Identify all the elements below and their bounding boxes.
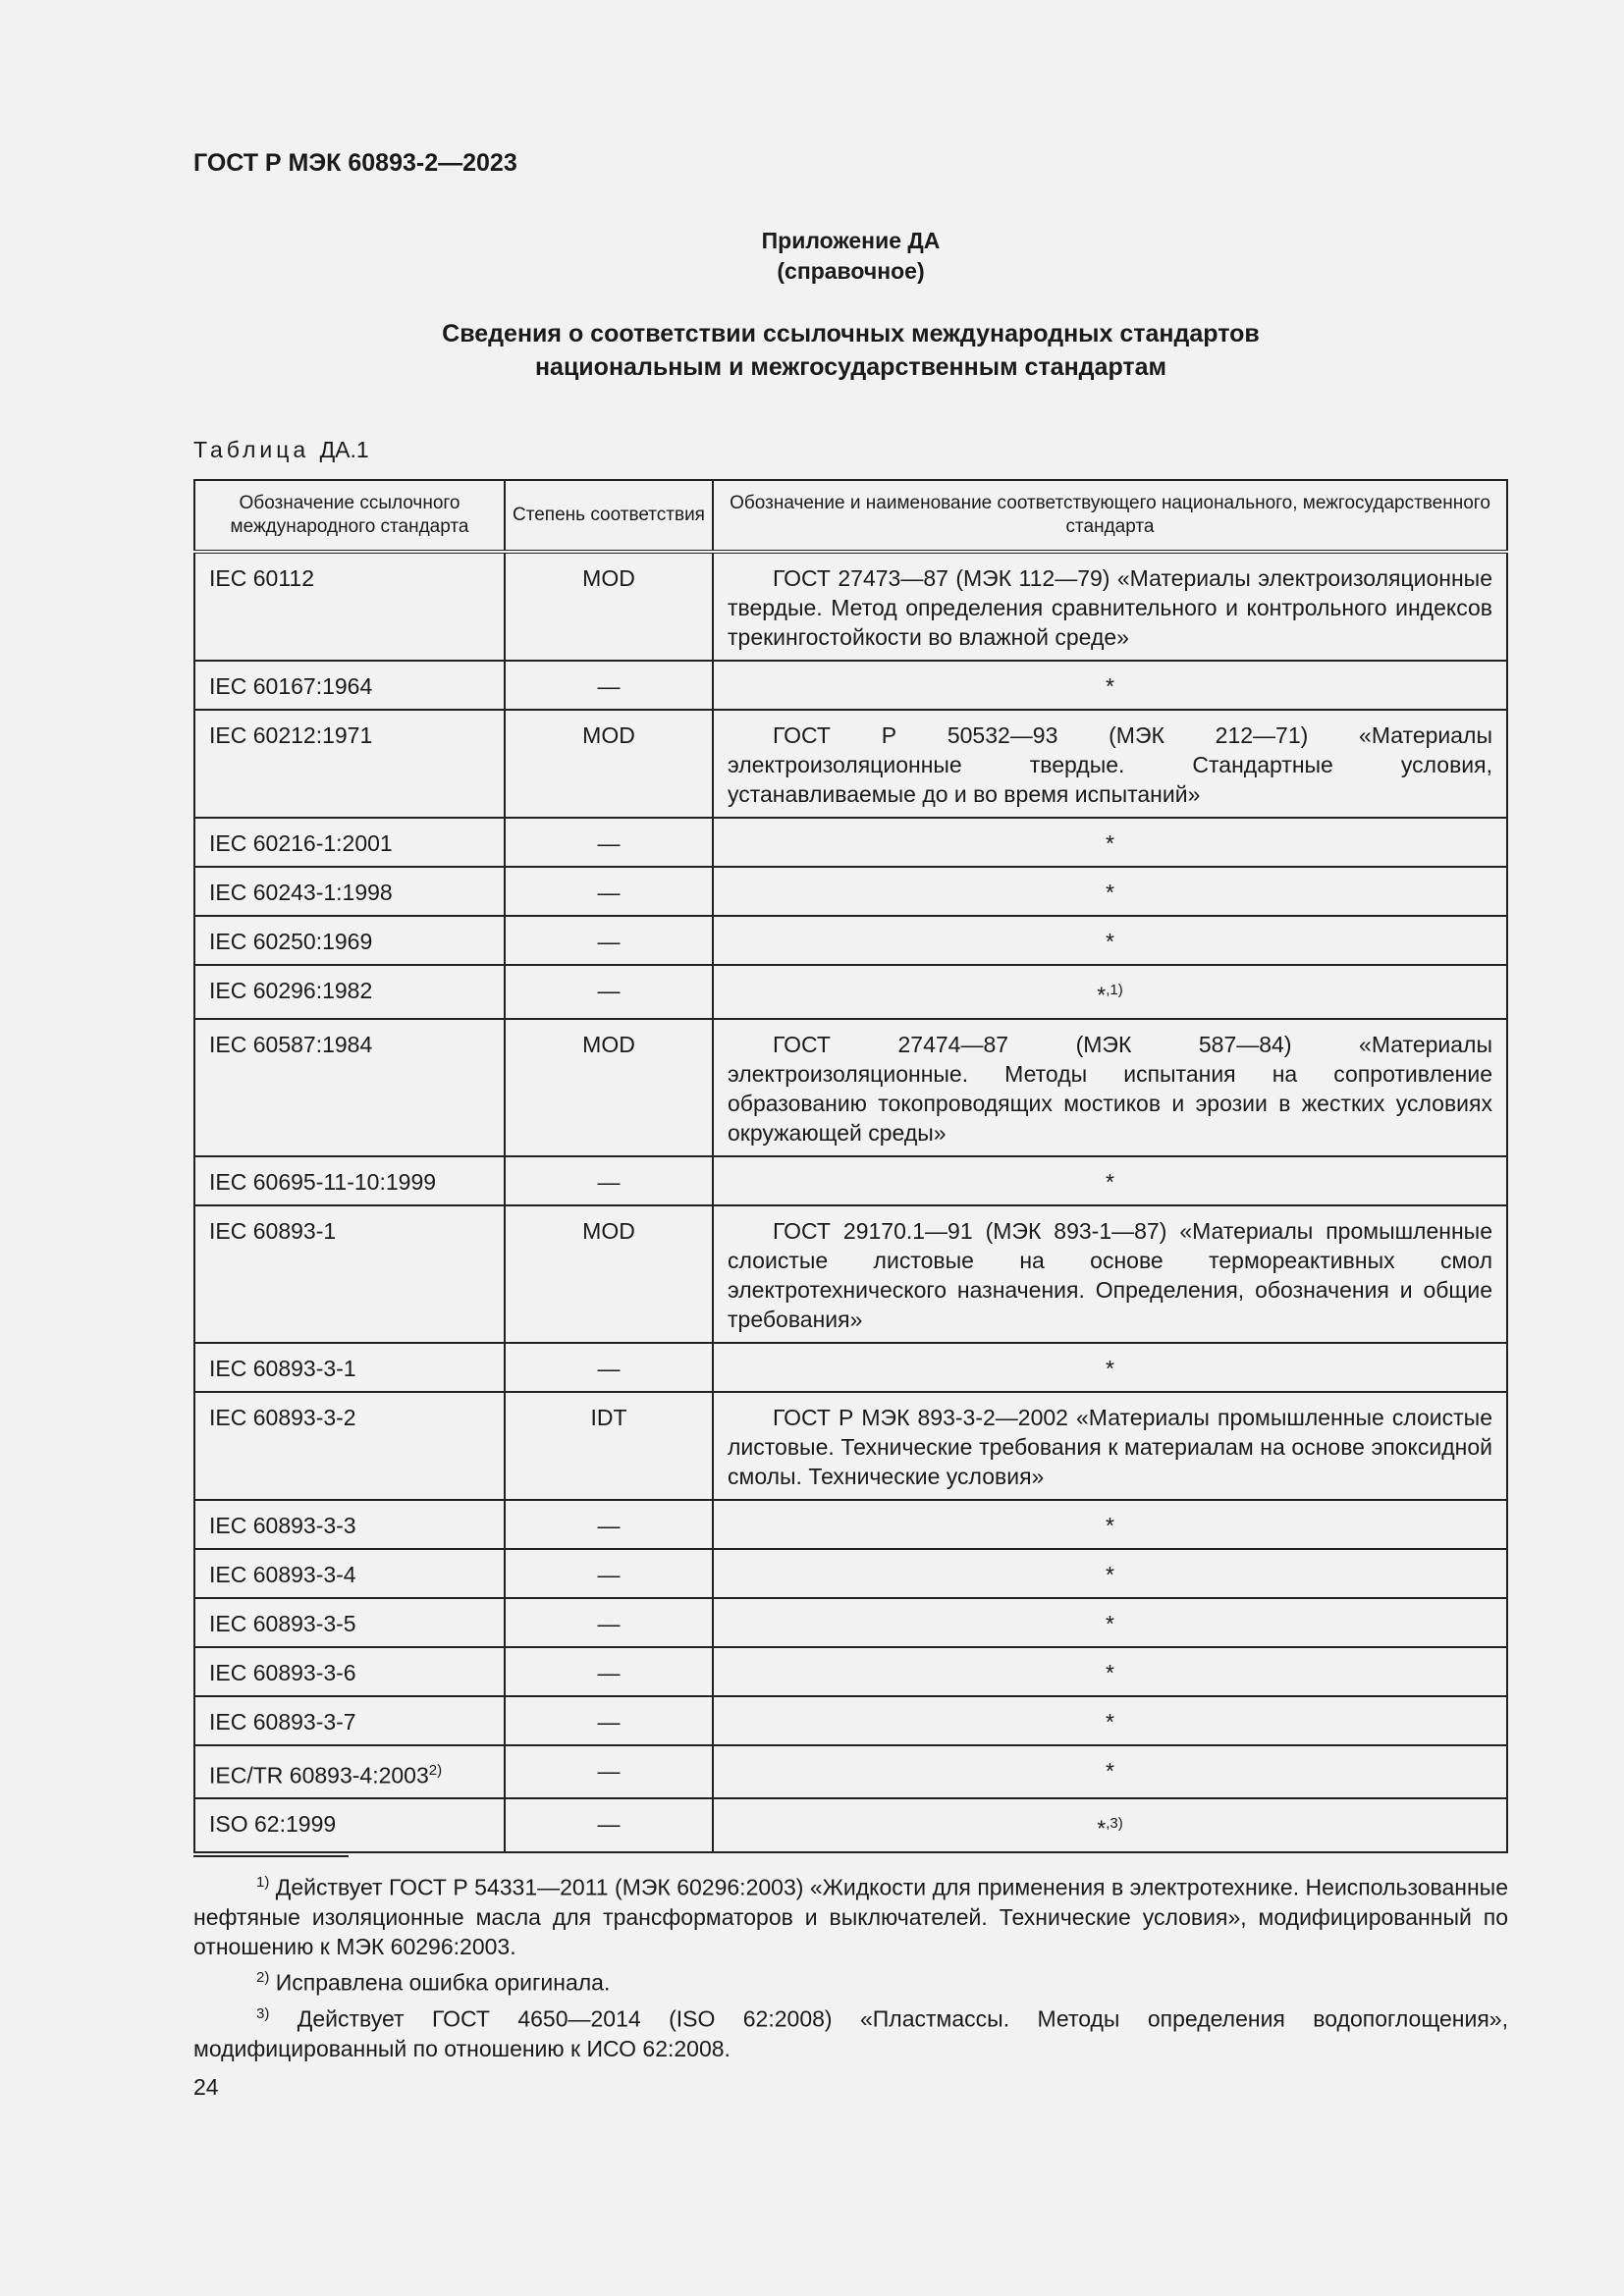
degree-cell: MOD <box>505 1019 713 1156</box>
degree-cell: — <box>505 1549 713 1598</box>
appendix-type: (справочное) <box>777 258 925 284</box>
degree-cell: MOD <box>505 710 713 818</box>
footnote-mark: 3) <box>256 2005 270 2022</box>
national-standard-cell: *$^{,3)}$ <box>713 1798 1507 1852</box>
degree-cell: — <box>505 965 713 1019</box>
appendix-title <box>193 226 1508 287</box>
national-standard-cell: ГОСТ Р МЭК 893-3-2—2002 «Материалы промышленные слоистые листовые. Технические требования к материалам на основе эпоксидной смолы. Технические условия» <box>713 1392 1507 1500</box>
table-row <box>194 1019 1507 1156</box>
standard-cell: IEC/TR 60893-4:2003$^{2)}$ <box>194 1745 505 1799</box>
standard-cell: IEC 60893-1 <box>194 1205 505 1343</box>
standard-cell: IEC 60893-3-2 <box>194 1392 505 1500</box>
page-number: 24 <box>193 2074 219 2100</box>
table-row <box>194 1205 1507 1343</box>
degree-cell: — <box>505 1696 713 1745</box>
table-row <box>194 965 1507 1019</box>
footnote-text: Действует ГОСТ Р 54331—2011 (МЭК 60296:2003) «Жидкости для применения в электротехнике. Неиспользованные нефтяные изоляционные масла для трансформаторов и выключателей. Технические условия», модифицированный по отношению к МЭК 60296:2003. <box>193 1874 1508 1959</box>
footnote <box>193 1868 1508 1961</box>
degree-cell: — <box>505 916 713 965</box>
degree-cell: IDT <box>505 1392 713 1500</box>
footnote-text: Действует ГОСТ 4650—2014 (ISO 62:2008) «Пластмассы. Методы определения водопоглощения», модифицированный по отношению к ИСО 62:2008. <box>193 2005 1508 2061</box>
table-row <box>194 867 1507 916</box>
degree-cell: — <box>505 1647 713 1696</box>
national-standard-cell: * <box>713 818 1507 867</box>
footnote-rule <box>193 1855 349 1857</box>
national-standard-cell: ГОСТ 29170.1—91 (МЭК 893-1—87) «Материалы промышленные слоистые листовые на основе термореактивных смол электротехнического назначения. Определения, обозначения и общие требования» <box>713 1205 1507 1343</box>
national-standard-cell: * <box>713 1745 1507 1799</box>
table-row <box>194 1647 1507 1696</box>
standard-cell: IEC 60893-3-7 <box>194 1696 505 1745</box>
national-standard-cell: * <box>713 1598 1507 1647</box>
standard-cell: IEC 60112 <box>194 552 505 661</box>
degree-cell: — <box>505 1598 713 1647</box>
standard-cell: IEC 60212:1971 <box>194 710 505 818</box>
column-header: Степень соответствия <box>505 480 713 552</box>
degree-cell: — <box>505 1745 713 1799</box>
table-row <box>194 818 1507 867</box>
degree-cell: — <box>505 1798 713 1852</box>
column-header: Обозначение и наименование соответствующего национального, межгосударственного стандарта <box>713 480 1507 552</box>
table-caption <box>193 437 369 463</box>
table-row <box>194 1156 1507 1205</box>
table-row <box>194 1598 1507 1647</box>
degree-cell: — <box>505 1343 713 1392</box>
standard-cell: IEC 60893-3-6 <box>194 1647 505 1696</box>
table-row <box>194 661 1507 710</box>
national-standard-cell: * <box>713 1647 1507 1696</box>
degree-cell: — <box>505 1500 713 1549</box>
standard-cell: IEC 60695-11-10:1999 <box>194 1156 505 1205</box>
national-standard-cell: * <box>713 1500 1507 1549</box>
correspondence-table <box>193 479 1508 1853</box>
standard-cell: IEC 60893-3-5 <box>194 1598 505 1647</box>
national-standard-cell: * <box>713 867 1507 916</box>
caption-label: Таблица <box>193 437 310 462</box>
footnote-mark: 1) <box>256 1874 270 1891</box>
footnote-text: Исправлена ошибка оригинала. <box>269 1969 611 1996</box>
table-row <box>194 1392 1507 1500</box>
national-standard-cell: ГОСТ Р 50532—93 (МЭК 212—71) «Материалы электроизоляционные твердые. Стандартные условия, устанавливаемые до и во время испытаний» <box>713 710 1507 818</box>
table-row <box>194 1696 1507 1745</box>
appendix-name: Приложение ДА <box>761 228 941 253</box>
national-standard-cell: *$^{,1)}$ <box>713 965 1507 1019</box>
column-header: Обозначение ссылочного международного стандарта <box>194 480 505 552</box>
standard-cell: ISO 62:1999 <box>194 1798 505 1852</box>
section-title <box>193 317 1508 384</box>
national-standard-cell: * <box>713 661 1507 710</box>
caption-number: ДА.1 <box>319 437 369 462</box>
standard-cell: IEC 60243-1:1998 <box>194 867 505 916</box>
national-standard-cell: * <box>713 1696 1507 1745</box>
national-standard-cell: * <box>713 916 1507 965</box>
degree-cell: — <box>505 661 713 710</box>
section-title-line: Сведения о соответствии ссылочных международных стандартов <box>442 320 1260 347</box>
document-title: ГОСТ Р МЭК 60893-2—2023 <box>193 149 517 177</box>
table-row <box>194 1343 1507 1392</box>
table-row <box>194 710 1507 818</box>
footnote <box>193 2000 1508 2063</box>
standard-cell: IEC 60216-1:2001 <box>194 818 505 867</box>
standard-cell: IEC 60893-3-3 <box>194 1500 505 1549</box>
national-standard-cell: ГОСТ 27474—87 (МЭК 587—84) «Материалы электроизоляционные. Методы испытания на сопротивление образованию токопроводящих мостиков и эрозии в жестких условиях окружающей среды» <box>713 1019 1507 1156</box>
standard-cell: IEC 60893-3-4 <box>194 1549 505 1598</box>
national-standard-cell: * <box>713 1156 1507 1205</box>
national-standard-cell: * <box>713 1549 1507 1598</box>
table-row <box>194 552 1507 661</box>
degree-cell: — <box>505 1156 713 1205</box>
footnote-mark: 2) <box>256 1969 270 1986</box>
degree-cell: MOD <box>505 1205 713 1343</box>
degree-cell: MOD <box>505 552 713 661</box>
national-standard-cell: * <box>713 1343 1507 1392</box>
table-row <box>194 1549 1507 1598</box>
table-row <box>194 1798 1507 1852</box>
national-standard-cell: ГОСТ 27473—87 (МЭК 112—79) «Материалы электроизоляционные твердые. Метод определения сравнительного и контрольного индексов трекингостойкости во влажной среде» <box>713 552 1507 661</box>
table-row <box>194 916 1507 965</box>
standard-cell: IEC 60167:1964 <box>194 661 505 710</box>
table-row <box>194 1745 1507 1799</box>
standard-cell: IEC 60296:1982 <box>194 965 505 1019</box>
standard-cell: IEC 60587:1984 <box>194 1019 505 1156</box>
standard-cell: IEC 60893-3-1 <box>194 1343 505 1392</box>
degree-cell: — <box>505 867 713 916</box>
table-row <box>194 1500 1507 1549</box>
section-title-line: национальным и межгосударственным стандартам <box>534 353 1167 381</box>
degree-cell: — <box>505 818 713 867</box>
standard-cell: IEC 60250:1969 <box>194 916 505 965</box>
footnote <box>193 1963 1508 1998</box>
